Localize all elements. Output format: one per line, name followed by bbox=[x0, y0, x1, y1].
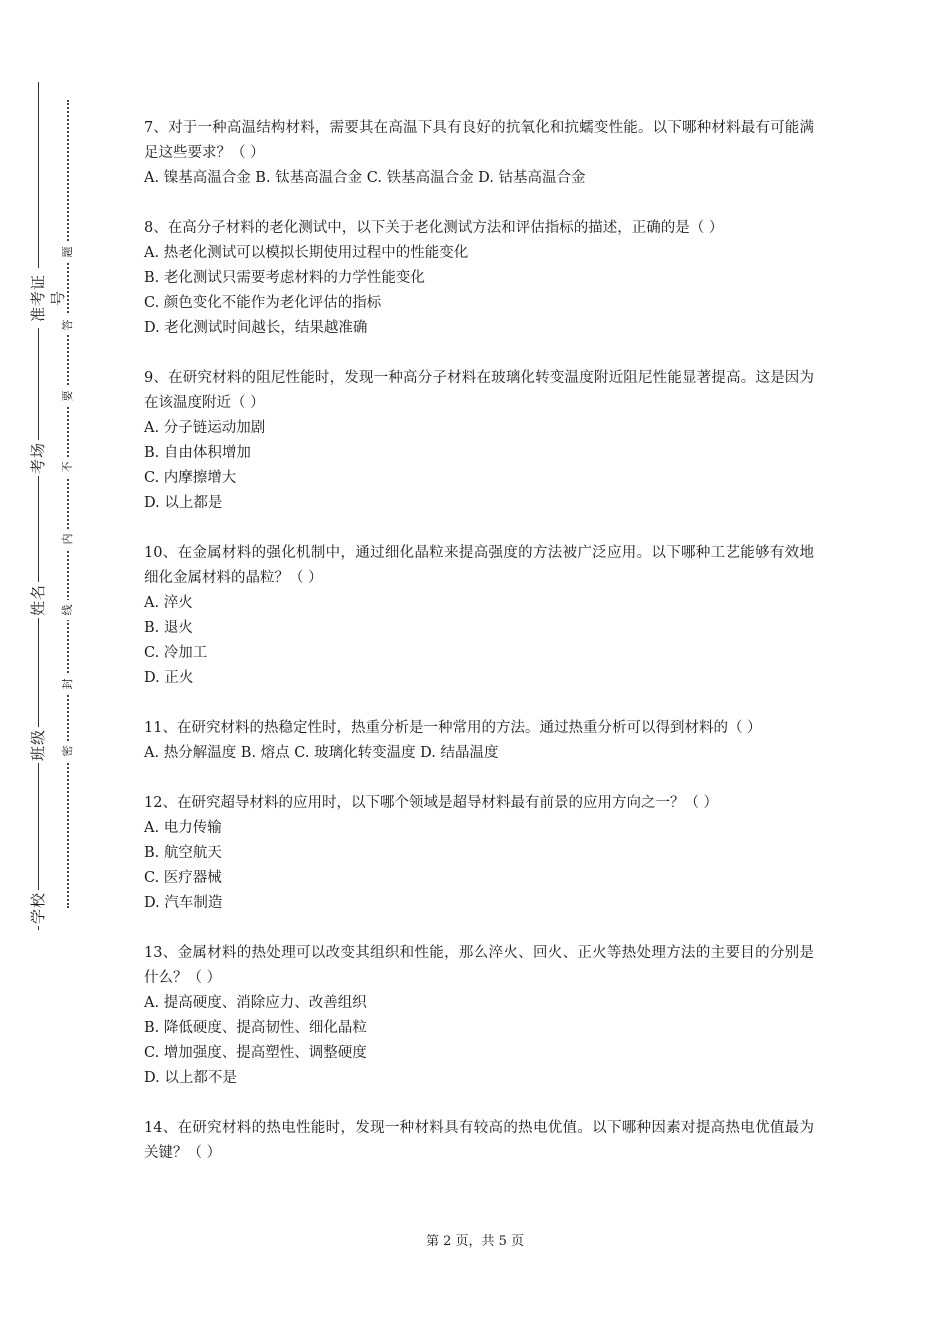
seal-char: 答 bbox=[61, 315, 75, 335]
seal-char: 线 bbox=[61, 600, 75, 620]
question-14 bbox=[144, 1116, 814, 1166]
option-c: C. 医疗器械 bbox=[144, 870, 222, 886]
question-text: 14、在研究材料的热电性能时，发现一种材料具有较高的热电优值。以下哪种因素对提高热电优值最为关键？（ ） bbox=[144, 1120, 814, 1161]
option-d: D. 汽车制造 bbox=[144, 895, 223, 911]
option-c: C. 增加强度、提高塑性、调整硬度 bbox=[144, 1045, 367, 1061]
question-text: 11、在研究材料的热稳定性时，热重分析是一种常用的方法。通过热重分析可以得到材料的（ ） bbox=[144, 720, 762, 736]
binding-solid-line bbox=[38, 82, 39, 930]
seal-char: 不 bbox=[61, 457, 75, 477]
page-footer: 第 2 页，共 5 页 bbox=[425, 1234, 525, 1249]
seal-dotted-line bbox=[67, 100, 69, 908]
seal-char: 要 bbox=[61, 386, 75, 406]
question-list bbox=[144, 116, 814, 1191]
field-class-label: 班级 bbox=[29, 729, 47, 762]
option-b: B. 降低硬度、提高韧性、细化晶粒 bbox=[144, 1020, 367, 1036]
question-13 bbox=[144, 941, 814, 1091]
binding-margin bbox=[0, 0, 90, 1344]
option-c: C. 内摩擦增大 bbox=[144, 470, 237, 486]
option-b: B. 老化测试只需要考虑材料的力学性能变化 bbox=[144, 270, 425, 286]
option-b: B. 退火 bbox=[144, 620, 193, 636]
option-d: D. 正火 bbox=[144, 670, 194, 686]
seal-char: 封 bbox=[61, 674, 75, 694]
field-school-label: 学校 bbox=[29, 892, 47, 925]
option-c: C. 颜色变化不能作为老化评估的指标 bbox=[144, 295, 382, 311]
question-text: 10、在金属材料的强化机制中，通过细化晶粒来提高强度的方法被广泛应用。以下哪种工艺能够有效地细化金属材料的晶粒？（ ） bbox=[144, 545, 814, 586]
field-ticket-number-label: 准考证号 bbox=[28, 268, 48, 328]
question-text: 8、在高分子材料的老化测试中，以下关于老化测试方法和评估指标的描述，正确的是（ ） bbox=[144, 220, 724, 236]
option-a: A. 淬火 bbox=[144, 595, 193, 611]
field-name-label: 姓名 bbox=[29, 584, 47, 617]
seal-char: 题 bbox=[61, 242, 75, 262]
question-10 bbox=[144, 541, 814, 691]
question-text: 12、在研究超导材料的应用时，以下哪个领域是超导材料最有前景的应用方向之一？（ ） bbox=[144, 795, 719, 811]
seal-char: 内 bbox=[61, 529, 75, 549]
options-inline: A. 镍基高温合金 B. 钛基高温合金 C. 铁基高温合金 D. 钴基高温合金 bbox=[144, 170, 586, 186]
option-d: D. 以上都是 bbox=[144, 495, 223, 511]
question-8 bbox=[144, 216, 814, 341]
field-exam-room-label: 考场 bbox=[29, 442, 47, 475]
option-a: A. 提高硬度、消除应力、改善组织 bbox=[144, 995, 367, 1011]
question-text: 9、在研究材料的阻尼性能时，发现一种高分子材料在玻璃化转变温度附近阻尼性能显著提高。这是因为在该温度附近（ ） bbox=[144, 370, 814, 411]
option-b: B. 自由体积增加 bbox=[144, 445, 251, 461]
options-inline: A. 热分解温度 B. 熔点 C. 玻璃化转变温度 D. 结晶温度 bbox=[144, 745, 499, 761]
option-b: B. 航空航天 bbox=[144, 845, 222, 861]
option-a: A. 热老化测试可以模拟长期使用过程中的性能变化 bbox=[144, 245, 469, 261]
question-9 bbox=[144, 366, 814, 516]
question-text: 7、对于一种高温结构材料，需要其在高温下具有良好的抗氧化和抗蠕变性能。以下哪种材料最有可能满足这些要求？（ ） bbox=[144, 120, 814, 161]
option-d: D. 老化测试时间越长，结果越准确 bbox=[144, 320, 368, 336]
question-text: 13、金属材料的热处理可以改变其组织和性能，那么淬火、回火、正火等热处理方法的主要目的分别是什么？（ ） bbox=[144, 945, 814, 986]
option-a: A. 分子链运动加剧 bbox=[144, 420, 266, 436]
option-c: C. 冷加工 bbox=[144, 645, 208, 661]
option-d: D. 以上都不是 bbox=[144, 1070, 237, 1086]
question-7 bbox=[144, 116, 814, 191]
seal-char: 密 bbox=[61, 741, 75, 761]
question-11 bbox=[144, 716, 814, 766]
question-12 bbox=[144, 791, 814, 916]
option-a: A. 电力传输 bbox=[144, 820, 222, 836]
